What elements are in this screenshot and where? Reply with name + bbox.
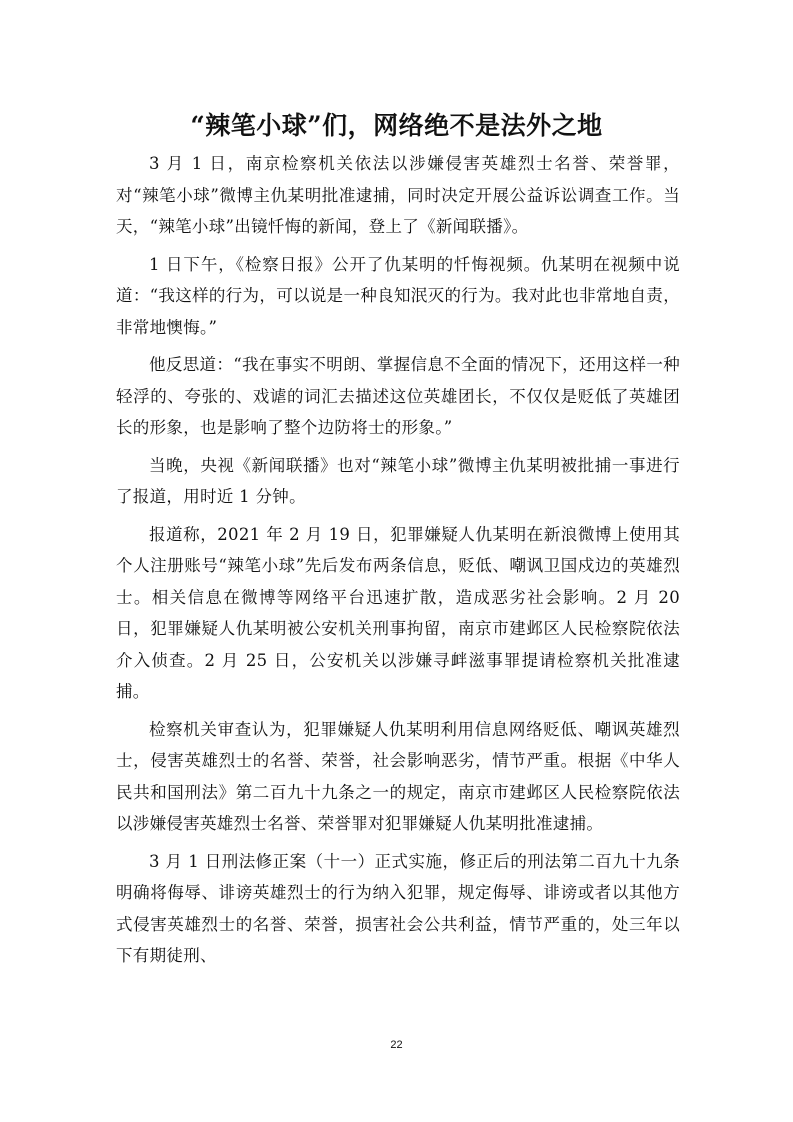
paragraph-4: 当晚，央视《新闻联播》也对“辣笔小球”微博主仇某明被批捕一事进行了报道，用时近 1 分钟。 xyxy=(116,455,680,506)
paragraph-2: 1 日下午，《检察日报》公开了仇某明的忏悔视频。仇某明在视频中说道：“我这样的行为，可以说是一种良知泯灭的行为。我对此也非常地自责，非常地懊悔。” xyxy=(116,254,680,337)
page-number: 22 xyxy=(390,1039,403,1051)
paragraph-7: 3 月 1 日刑法修正案（十一）正式实施，修正后的刑法第二百九十九条明确将侮辱、诽谤英雄烈士的行为纳入犯罪，规定侮辱、诽谤或者以其他方式侵害英雄烈士的名誉、荣誉，损害社会公共利益，情节严重的，处三年以下有期徒刑、 xyxy=(116,851,680,965)
paragraph-5: 报道称，2021 年 2 月 19 日，犯罪嫌疑人仇某明在新浪微博上使用其个人注册账号“辣笔小球”先后发布两条信息，贬低、嘲讽卫国戍边的英雄烈士。相关信息在微博等网络平台迅速扩散，造成恶劣社会影响。2 月 20 日，犯罪嫌疑人仇某明被公安机关刑事拘留，南京市建邺区人民检察院依法介入侦查。2 月 25 日，公安机关以涉嫌寻衅滋事罪提请检察机关批准逮捕。 xyxy=(116,524,680,701)
paragraph-1: 3 月 1 日，南京检察机关依法以涉嫌侵害英雄烈士名誉、荣誉罪，对“辣笔小球”微博主仇某明批准逮捕，同时决定开展公益诉讼调查工作。当天，“辣笔小球”出镜忏悔的新闻，登上了《新闻联播》。 xyxy=(116,154,680,236)
paragraph-6: 检察机关审查认为，犯罪嫌疑人仇某明利用信息网络贬低、嘲讽英雄烈士，侵害英雄烈士的名誉、荣誉，社会影响恶劣，情节严重。根据《中华人民共和国刑法》第二百九十九条之一的规定，南京市建邺区人民检察院依法以涉嫌侵害英雄烈士名誉、荣誉罪对犯罪嫌疑人仇某明批准逮捕。 xyxy=(116,719,680,833)
paragraph-3: 他反思道：“我在事实不明朗、掌握信息不全面的情况下，还用这样一种轻浮的、夸张的、戏谑的词汇去描述这位英雄团长，不仅仅是贬低了英雄团长的形象，也是影响了整个边防将士的形象。” xyxy=(116,355,680,437)
page-title: “辣笔小球”们，网络绝不是法外之地 xyxy=(190,110,603,140)
article-body xyxy=(116,148,680,978)
